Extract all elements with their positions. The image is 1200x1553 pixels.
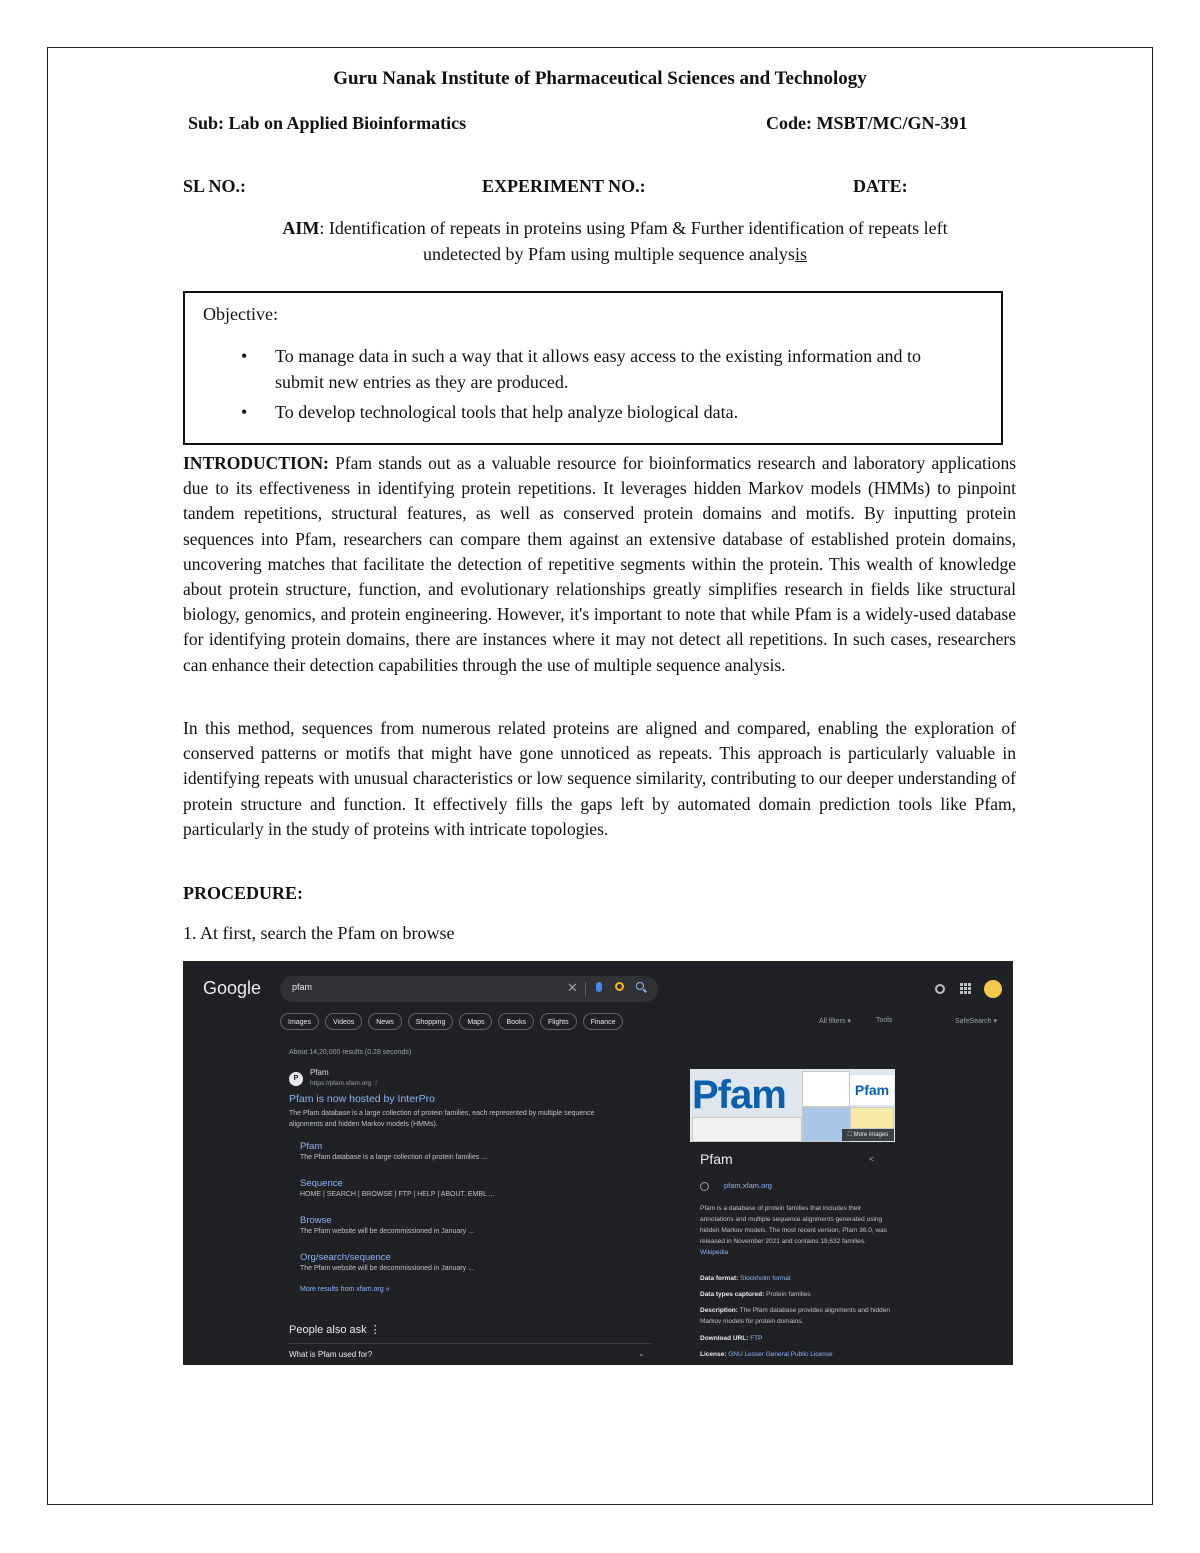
knowledge-panel-title: Pfam (700, 1151, 733, 1167)
more-images-button[interactable]: ⛶ More images (842, 1129, 894, 1141)
chip-images[interactable]: Images (280, 1013, 319, 1030)
procedure-step-1: 1. At first, search the Pfam on browse (183, 923, 455, 943)
knowledge-panel-images[interactable] (690, 1069, 895, 1142)
search-divider (585, 982, 586, 996)
fact-label: Description: (700, 1307, 738, 1314)
chevron-down-icon[interactable]: ⌄ (638, 1349, 645, 1358)
globe-icon (700, 1182, 709, 1191)
result-site-name: Pfam (310, 1068, 329, 1077)
sitelink-snippet: HOME | SEARCH | BROWSE | FTP | HELP | ABOUT. EMBL ... (300, 1191, 495, 1198)
fact-value: Protein families (766, 1291, 811, 1298)
fact-row (700, 1289, 895, 1300)
thumbnail-image (692, 1117, 802, 1142)
knowledge-panel-description (700, 1203, 890, 1258)
objective-item: • To manage data in such a way that it allows easy access to the existing information and to submit new entries as they are produced. (205, 343, 965, 395)
pfam-logo-image: Pfam (692, 1073, 786, 1117)
wikipedia-link[interactable]: Wikipedia (700, 1249, 729, 1256)
aim-text-1: : Identification of repeats in proteins using Pfam & Further identification of repeats left (319, 218, 948, 238)
objective-list (205, 343, 965, 429)
introduction-paragraph-1 (183, 451, 1016, 678)
introduction-text-1: Pfam stands out as a valuable resource for bioinformatics research and laboratory applications due to its effectiveness in identifying protein repetitions. It leverages hidden Markov models (HMMs) to pinpoint tandem repetitions, structural features, as well as conserved protein domains and motifs. By inputting protein sequences into Pfam, researchers can compare them against an extensive database of established protein domains, uncovering matches that facilitate the detection of repetitive segments within the protein. This wealth of knowledge about protein structure, function, and evolutionary relationships greatly simplifies research in fields like structural biology, genomics, and protein engineering. However, it's important to note that while Pfam is a widely-used database for identifying protein domains, there are instances where it may not detect all repetitions. In such cases, researchers can enhance their detection capabilities through the use of multiple sequence analysis. (183, 453, 1017, 675)
date-label: DATE: (853, 176, 908, 196)
more-results-link[interactable]: More results from xfam.org » (300, 1286, 390, 1293)
objective-box (183, 291, 1003, 445)
tools-button[interactable]: Tools (876, 1017, 893, 1024)
fact-label: License: (700, 1351, 727, 1358)
fact-label: Download URL: (700, 1335, 749, 1342)
paa-question[interactable]: What is Pfam used for? (289, 1350, 373, 1359)
filter-chips (280, 1013, 623, 1030)
sitelink-title[interactable]: Pfam (300, 1141, 323, 1152)
course-code: Code: MSBT/MC/GN-391 (766, 113, 968, 133)
fact-row (700, 1273, 895, 1284)
fact-label: Data types captured: (700, 1291, 765, 1298)
introduction-label: INTRODUCTION: (183, 453, 329, 473)
chip-news[interactable]: News (368, 1013, 402, 1030)
google-logo: Google (203, 978, 262, 998)
chip-shopping[interactable]: Shopping (408, 1013, 454, 1030)
result-title-link[interactable]: Pfam is now hosted by InterPro (289, 1093, 435, 1105)
description-text: Pfam is a database of protein families that includes their annotations and multiple sequence alignments generated using hidden Markov models. The most recent version, Pfam 36.0, was released in November 2021 and contains 19,632 families. (700, 1205, 888, 1245)
divider (289, 1343, 651, 1344)
all-filters-button[interactable]: All filters ▾ (819, 1018, 851, 1025)
fact-row (700, 1333, 895, 1344)
objective-title: Objective: (203, 304, 278, 324)
fact-label: Data format: (700, 1275, 739, 1282)
sitelink-snippet: The Pfam website will be decommissioned in January ... (300, 1265, 474, 1272)
aim-section (190, 215, 1040, 267)
sitelink-title[interactable]: Browse (300, 1215, 332, 1226)
fact-row (700, 1349, 895, 1360)
result-url[interactable]: https://pfam.xfam.org ⋮ (310, 1080, 380, 1087)
fact-value[interactable]: Stockholm format (740, 1275, 791, 1282)
pfam-logo-small: Pfam (850, 1075, 894, 1105)
search-box[interactable] (280, 976, 658, 1002)
procedure-heading: PROCEDURE: (183, 883, 303, 903)
search-query: pfam (292, 982, 313, 992)
sitelink (300, 1178, 495, 1198)
lens-icon[interactable] (615, 982, 624, 991)
safesearch-button[interactable]: SafeSearch ▾ (955, 1018, 998, 1025)
aim-text-underlined: is (794, 244, 807, 264)
apps-grid-icon[interactable] (960, 983, 971, 994)
site-favicon-icon: P (289, 1072, 303, 1086)
clear-icon[interactable]: ✕ (567, 980, 578, 995)
result-count: About 14,20,000 results (0.28 seconds) (289, 1049, 412, 1056)
search-icon[interactable] (636, 982, 644, 990)
people-also-ask-heading: People also ask ⋮ (289, 1324, 381, 1336)
fact-value[interactable]: FTP (750, 1335, 763, 1342)
aim-label: AIM (282, 218, 320, 238)
chip-videos[interactable]: Videos (325, 1013, 362, 1030)
sl-no-label: SL NO.: (183, 176, 247, 196)
subject-line: Sub: Lab on Applied Bioinformatics (188, 113, 467, 133)
share-icon[interactable]: < (869, 1154, 875, 1164)
chip-flights[interactable]: Flights (540, 1013, 577, 1030)
fact-row (700, 1305, 895, 1327)
microphone-icon[interactable] (596, 982, 602, 992)
thumbnail-image (850, 1107, 894, 1129)
sitelink-title[interactable]: Org/search/sequence (300, 1252, 391, 1263)
institute-title: Guru Nanak Institute of Pharmaceutical Sciences and Technology (333, 68, 867, 89)
knowledge-panel-link[interactable]: pfam.xfam.org (724, 1181, 772, 1190)
chip-maps[interactable]: Maps (459, 1013, 492, 1030)
sitelink-snippet: The Pfam website will be decommissioned in January ... (300, 1228, 474, 1235)
sitelink (300, 1141, 487, 1161)
thumbnail-image (802, 1071, 850, 1107)
aim-text-2: undetected by Pfam using multiple sequence analys (423, 244, 795, 264)
fact-value: The Pfam database provides alignments and hidden Markov models for protein domains. (700, 1307, 890, 1325)
objective-item: • To develop technological tools that help analyze biological data. (205, 399, 965, 425)
result-snippet: The Pfam database is a large collection of protein families, each represented by multiple sequence alignments and hidden Markov models (HMMs). (289, 1110, 595, 1128)
fact-value[interactable]: GNU Lesser General Public License (728, 1351, 833, 1358)
experiment-no-label: EXPERIMENT NO.: (482, 176, 646, 196)
sitelink-snippet: The Pfam database is a large collection of protein families ... (300, 1154, 488, 1161)
google-search-screenshot (183, 961, 1013, 1365)
sitelink (300, 1215, 474, 1235)
introduction-paragraph-2: In this method, sequences from numerous related proteins are aligned and compared, enabling the exploration of conserved patterns or motifs that might have gone unnoticed as repeats. This approach is particularly valuable in identifying repeats with unusual characteristics or low sequence similarity, contributing to our deeper understanding of protein structure and function. It effectively fills the gaps left by automated domain prediction tools like Pfam, particularly in the study of proteins with intricate topologies. (183, 718, 1016, 839)
settings-icon[interactable] (935, 984, 945, 994)
chip-finance[interactable]: Finance (583, 1013, 624, 1030)
sitelink-title[interactable]: Sequence (300, 1178, 343, 1189)
chip-books[interactable]: Books (498, 1013, 533, 1030)
sitelink (300, 1252, 474, 1272)
avatar[interactable] (984, 980, 1002, 998)
